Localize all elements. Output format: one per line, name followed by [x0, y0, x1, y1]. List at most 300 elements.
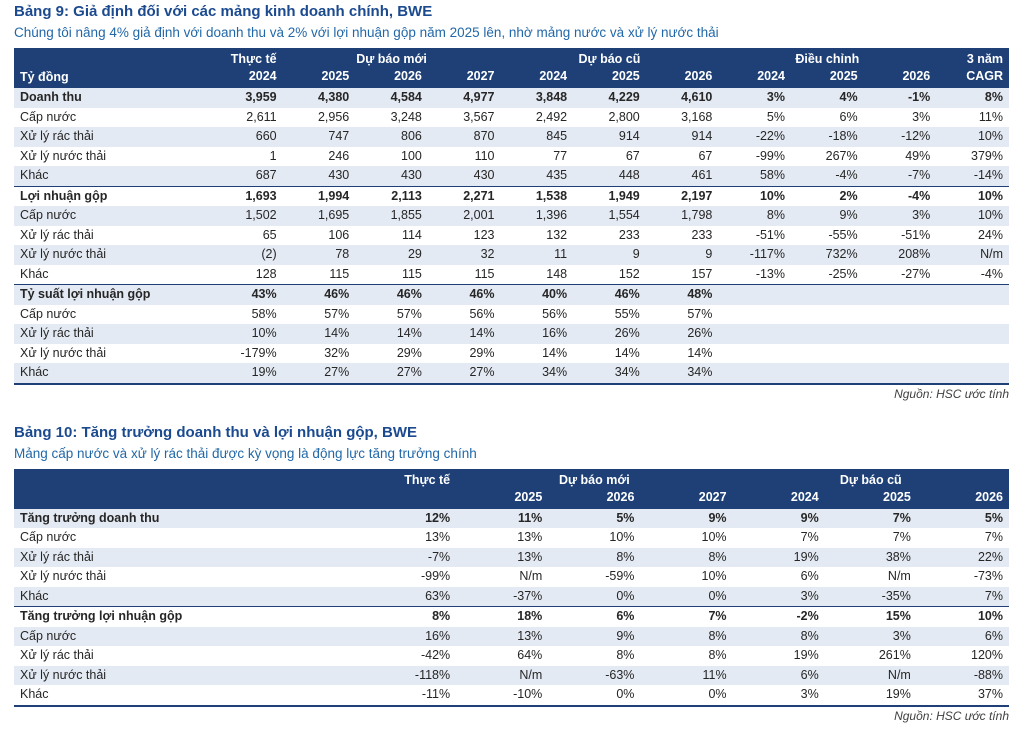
cell-value: 55%	[614, 306, 640, 321]
cell-value: 1,994	[283, 186, 356, 206]
header-group: Dự báo cũ	[733, 469, 1009, 489]
cell-value: 435	[546, 168, 568, 182]
cell-value	[791, 305, 864, 325]
cell-value: 13%	[517, 530, 543, 544]
table9-subtitle: Chúng tôi nâng 4% giả định với doanh thu và 2% với lợi nhuận gộp năm 2025 lên, nhờ mảng nước và xử lý nước thải	[14, 25, 719, 40]
cell-value: -13%	[755, 266, 785, 281]
header-year: 2025	[791, 68, 864, 88]
cell-value: 9%	[800, 510, 819, 525]
cell-value: -51%	[901, 227, 931, 242]
cell-value: 7%	[984, 588, 1003, 603]
cell-value: 2%	[791, 186, 864, 206]
cell-value: 77	[553, 148, 568, 163]
cell-value: 806	[401, 129, 422, 143]
cell-value: N/m	[887, 569, 911, 583]
cell-value	[936, 324, 1009, 344]
cell-value: 22%	[977, 549, 1003, 564]
cell-value: 9%	[616, 628, 635, 643]
table-row	[14, 548, 1009, 568]
cell-value: 845	[546, 129, 568, 143]
table-row	[14, 607, 1009, 627]
row-label: Xử lý nước thải	[20, 247, 107, 261]
cell-value: 2,197	[646, 186, 719, 206]
cell-value: 46%	[428, 285, 501, 305]
cell-value: 3,848	[535, 90, 568, 104]
table-row	[14, 685, 1009, 706]
cell-value: 914	[618, 129, 640, 143]
table-row	[14, 646, 1009, 666]
cell-value: 4%	[839, 90, 858, 104]
row-label: Cấp nước	[20, 306, 77, 321]
header-year: 2026	[917, 489, 1009, 509]
cell-value: 747	[328, 129, 350, 143]
header-year: 2027	[640, 489, 732, 509]
cell-value: 1,949	[573, 186, 646, 206]
cell-value: 32%	[324, 345, 350, 360]
table-row	[14, 627, 1009, 647]
cell-value: 120%	[971, 648, 1003, 662]
cell-value: 10%	[718, 186, 791, 206]
header-year: 2025	[456, 489, 548, 509]
header-group: Dự báo cũ	[501, 48, 719, 68]
table10-body	[14, 509, 1009, 706]
table10-title: Bảng 10: Tăng trưởng doanh thu và lợi nhuận gộp, BWE	[14, 423, 418, 441]
cell-value: 430	[328, 168, 350, 182]
cell-value	[718, 324, 791, 344]
row-label: Tăng trưởng lợi nhuận gộp	[14, 607, 364, 627]
cell-value: 15%	[825, 607, 917, 627]
row-label: Cấp nước	[20, 530, 77, 544]
header-group-row	[14, 48, 1009, 68]
cell-value: 27%	[324, 365, 350, 379]
cell-value: 14%	[324, 326, 350, 340]
cell-value: 9	[632, 247, 640, 261]
cell-value: 7%	[892, 530, 911, 544]
cell-value: 64%	[517, 648, 543, 662]
cell-value: 110	[474, 148, 495, 163]
table-row	[14, 147, 1009, 167]
cell-value	[864, 324, 937, 344]
cell-value: 8%	[708, 628, 727, 643]
cell-value: -55%	[828, 227, 858, 242]
cell-value: 11%	[702, 667, 727, 682]
cell-value: 8%	[708, 549, 727, 564]
cell-value	[936, 305, 1009, 325]
cell-value: 660	[255, 129, 277, 143]
table9-title: Bảng 9: Giả định đối với các mảng kinh doanh chính, BWE	[14, 3, 433, 20]
cell-value: 10%	[609, 530, 635, 544]
cell-value: 1,554	[608, 208, 640, 222]
cell-value: 27%	[469, 365, 495, 379]
cell-value	[936, 285, 1009, 305]
table-row	[14, 285, 1009, 305]
growth-table	[14, 469, 1009, 707]
table-row	[14, 509, 1009, 529]
cell-value	[791, 344, 864, 364]
cell-value: 10%	[701, 569, 727, 583]
cell-value: 10%	[701, 530, 727, 544]
header-year: 2025	[573, 68, 646, 88]
cell-value: -4%	[980, 266, 1003, 281]
cell-value: 46%	[283, 285, 356, 305]
cell-value: 10%	[977, 129, 1003, 143]
cell-value: 8%	[766, 208, 785, 222]
cell-value: 1	[269, 148, 277, 163]
cell-value: 9	[705, 247, 713, 261]
cell-value: 67	[625, 148, 640, 163]
cell-value: 5%	[984, 510, 1003, 525]
cell-value: -63%	[605, 667, 635, 682]
cell-value: 8%	[364, 607, 456, 627]
row-label: Xử lý nước thải	[20, 148, 107, 163]
cell-value: -10%	[513, 687, 543, 701]
cell-value: 16%	[425, 628, 451, 643]
cell-value: 49%	[905, 148, 931, 163]
cell-value: 687	[255, 168, 277, 182]
header-year: CAGR	[936, 68, 1009, 88]
cell-value	[718, 363, 791, 384]
cell-value: 67	[698, 148, 713, 163]
cell-value: -88%	[973, 667, 1003, 682]
cell-value	[864, 363, 937, 384]
table10-section	[14, 424, 1009, 724]
cell-value: 13%	[425, 530, 451, 544]
cell-value: 114	[401, 227, 422, 242]
header-group: Điều chỉnh	[718, 48, 936, 68]
cell-value: 0%	[708, 588, 727, 603]
header-year: 2026	[646, 68, 719, 88]
row-label: Xử lý rác thải	[20, 129, 94, 143]
cell-value: 2,492	[535, 109, 568, 124]
cell-value	[718, 285, 791, 305]
table-row	[14, 528, 1009, 548]
row-label: Xử lý rác thải	[20, 326, 94, 340]
cell-value: -59%	[605, 569, 635, 583]
cell-value: 34%	[614, 365, 640, 379]
row-label: Lợi nhuận gộp	[14, 186, 210, 206]
cell-value: 2,271	[428, 186, 501, 206]
header-group: Dự báo mới	[283, 48, 501, 68]
cell-value: 14%	[542, 345, 568, 360]
header-group: Dự báo mới	[456, 469, 732, 489]
cell-value: -37%	[513, 588, 543, 603]
row-label: Khác	[20, 687, 49, 701]
row-label: Xử lý nước thải	[20, 667, 107, 682]
cell-value: 1,693	[210, 186, 283, 206]
header-year: 2024	[210, 68, 283, 88]
table9-source-note: Nguồn: HSC ước tính	[894, 386, 1009, 401]
cell-value: -51%	[755, 227, 785, 242]
cell-value: 0%	[616, 687, 635, 701]
cell-value: -179%	[240, 345, 277, 360]
cell-value: 4,380	[317, 90, 350, 104]
cell-value	[791, 324, 864, 344]
cell-value: N/m	[887, 667, 911, 682]
cell-value: 128	[255, 266, 277, 281]
cell-value: 914	[691, 129, 713, 143]
cell-value: 3,959	[245, 90, 277, 104]
cell-value: 448	[618, 168, 640, 182]
cell-value: 32	[480, 247, 495, 261]
cell-value: -73%	[973, 569, 1003, 583]
cell-value: 2,800	[608, 109, 640, 124]
cell-value: 43%	[210, 285, 283, 305]
cell-value: 27%	[396, 365, 422, 379]
cell-value: 2,113	[355, 186, 428, 206]
cell-value: 14%	[687, 345, 713, 360]
cell-value: 29%	[396, 345, 422, 360]
cell-value: 8%	[800, 628, 819, 643]
cell-value: 7%	[800, 530, 819, 544]
cell-value: 57%	[324, 306, 350, 321]
cell-value: 379%	[971, 148, 1003, 163]
table10-source-note: Nguồn: HSC ước tính	[894, 708, 1009, 723]
header-year: 2024	[501, 68, 574, 88]
cell-value: 57%	[687, 306, 713, 321]
table-row	[14, 363, 1009, 384]
cell-value: 10%	[936, 186, 1009, 206]
header-year: 2024	[733, 489, 825, 509]
row-label: Xử lý nước thải	[20, 345, 107, 360]
table-row	[14, 206, 1009, 226]
cell-value: 9%	[839, 208, 858, 222]
row-label: Tăng trưởng doanh thu	[20, 510, 160, 525]
cell-value: -27%	[901, 266, 931, 281]
cell-value: 24%	[977, 227, 1003, 242]
cell-value: 208%	[898, 247, 931, 261]
cell-value: 115	[329, 266, 350, 281]
cell-value: 11%	[517, 510, 543, 525]
row-label: Xử lý nước thải	[20, 569, 107, 583]
row-label: Xử lý rác thải	[20, 549, 94, 564]
cell-value: 1,855	[390, 208, 422, 222]
cell-value: 11%	[978, 109, 1003, 124]
row-label: Xử lý rác thải	[20, 648, 94, 662]
header-year	[364, 489, 456, 509]
cell-value: N/m	[519, 667, 543, 682]
cell-value: 4,610	[681, 90, 713, 104]
cell-value: 12%	[425, 510, 451, 525]
cell-value: 7%	[984, 530, 1003, 544]
cell-value: -7%	[427, 549, 451, 564]
cell-value: 9%	[708, 510, 727, 525]
cell-value: -2%	[733, 607, 825, 627]
cell-value: 13%	[517, 549, 543, 564]
cell-value: 46%	[573, 285, 646, 305]
table-row	[14, 108, 1009, 128]
cell-value: 19%	[793, 648, 819, 662]
cell-value: 26%	[614, 326, 640, 340]
cell-value: -42%	[420, 648, 451, 662]
cell-value: -99%	[420, 569, 451, 583]
cell-value: -99%	[755, 148, 785, 163]
header-year: 2025	[825, 489, 917, 509]
cell-value: N/m	[519, 569, 543, 583]
cell-value: 6%	[839, 109, 858, 124]
cell-value: 46%	[355, 285, 428, 305]
row-label: Cấp nước	[20, 109, 77, 124]
cell-value: 14%	[396, 326, 422, 340]
cell-value: 8%	[616, 648, 635, 662]
cell-value: 10%	[977, 208, 1003, 222]
table-row	[14, 88, 1009, 108]
row-label: Khác	[20, 168, 49, 182]
cell-value: 78	[335, 247, 350, 261]
cell-value: 7%	[892, 510, 911, 525]
cell-value: 1,502	[245, 208, 277, 222]
cell-value: 56%	[542, 306, 568, 321]
cell-value: 19%	[793, 549, 819, 564]
cell-value: 1,396	[535, 208, 568, 222]
cell-value: 246	[328, 148, 350, 163]
header-year: 2026	[548, 489, 640, 509]
cell-value: 152	[618, 266, 640, 281]
table-row	[14, 587, 1009, 607]
row-label: Khác	[20, 588, 49, 603]
cell-value	[791, 285, 864, 305]
cell-value: 6%	[800, 569, 819, 583]
cell-value: 13%	[517, 628, 543, 643]
cell-value: 40%	[501, 285, 574, 305]
cell-value: 6%	[800, 667, 819, 682]
cell-value: 57%	[396, 306, 422, 321]
row-label: Xử lý rác thải	[20, 227, 94, 242]
cell-value: 106	[328, 227, 350, 242]
cell-value: 2,956	[317, 109, 350, 124]
cell-value: 8%	[616, 549, 635, 564]
cell-value: -4%	[864, 186, 937, 206]
cell-value: -117%	[749, 247, 785, 261]
cell-value: 3%	[892, 628, 911, 643]
table-row	[14, 127, 1009, 147]
row-label: Cấp nước	[20, 628, 77, 643]
table-row	[14, 265, 1009, 285]
cell-value: 63%	[425, 588, 451, 603]
cell-value: 56%	[469, 306, 495, 321]
cell-value: 100	[401, 148, 422, 163]
cell-value: 3,248	[390, 109, 422, 124]
unit-label: Tỷ đồng	[14, 48, 210, 88]
cell-value: 11	[554, 247, 568, 261]
header-year: 2025	[283, 68, 356, 88]
cell-value: 3%	[800, 588, 819, 603]
cell-value: 3%	[800, 687, 819, 701]
cell-value: 0%	[708, 687, 727, 701]
cell-value: 115	[474, 266, 495, 281]
table9-body	[14, 88, 1009, 384]
row-label: Doanh thu	[20, 90, 82, 104]
cell-value: 4,584	[390, 90, 422, 104]
cell-value: 0%	[616, 588, 635, 603]
row-label: Cấp nước	[20, 208, 77, 222]
cell-value: 29	[407, 247, 422, 261]
cell-value: 14%	[469, 326, 495, 340]
cell-value: 2,611	[246, 109, 277, 124]
cell-value: -18%	[828, 129, 858, 143]
header-group-row	[14, 469, 1009, 489]
cell-value: -14%	[973, 168, 1003, 182]
cell-value: 1,695	[317, 208, 350, 222]
cell-value: 3,567	[463, 109, 495, 124]
cell-value: 3%	[766, 90, 785, 104]
cell-value: 10%	[917, 607, 1009, 627]
header-year: 2027	[428, 68, 501, 88]
cell-value: 267%	[825, 148, 858, 163]
cell-value	[864, 305, 937, 325]
cell-value: -12%	[901, 129, 931, 143]
table-row	[14, 324, 1009, 344]
cell-value: 3%	[912, 208, 931, 222]
cell-value: -1%	[908, 90, 931, 104]
cell-value: 3%	[912, 109, 931, 124]
table-row	[14, 305, 1009, 325]
cell-value	[936, 344, 1009, 364]
cell-value: 1,538	[501, 186, 574, 206]
cell-value: 8%	[984, 90, 1003, 104]
cell-value: 14%	[614, 345, 640, 360]
cell-value: 7%	[640, 607, 732, 627]
cell-value: 10%	[251, 326, 277, 340]
cell-value: 430	[473, 168, 495, 182]
cell-value: 6%	[548, 607, 640, 627]
cell-value: -7%	[908, 168, 931, 182]
table-row	[14, 245, 1009, 265]
header-group: Thực tế	[210, 48, 283, 68]
cell-value: 19%	[251, 365, 277, 379]
row-label: Tỷ suất lợi nhuận gộp	[14, 285, 210, 305]
cell-value: 115	[401, 266, 422, 281]
cell-value: 26%	[687, 326, 713, 340]
cell-value: 8%	[708, 648, 727, 662]
cell-value: 34%	[687, 365, 713, 379]
cell-value: 123	[473, 227, 495, 242]
cell-value: 2,001	[463, 208, 495, 222]
table-row	[14, 226, 1009, 246]
cell-value: 430	[401, 168, 422, 182]
cell-value: -22%	[755, 129, 785, 143]
table9-section	[14, 3, 1009, 402]
table-row	[14, 166, 1009, 186]
cell-value: -35%	[881, 588, 911, 603]
cell-value: -25%	[828, 266, 858, 281]
cell-value	[936, 363, 1009, 384]
header-group: 3 năm	[936, 48, 1009, 68]
cell-value: -118%	[414, 667, 451, 682]
header-group: Thực tế	[364, 469, 456, 489]
cell-value: 261%	[878, 648, 911, 662]
cell-value	[864, 285, 937, 305]
cell-value: 148	[546, 266, 568, 281]
cell-value: 48%	[646, 285, 719, 305]
cell-value: 65	[262, 227, 277, 242]
cell-value: 6%	[984, 628, 1003, 643]
table-row	[14, 666, 1009, 686]
cell-value: 157	[691, 266, 713, 281]
cell-value: 37%	[977, 687, 1003, 701]
header-year: 2026	[864, 68, 937, 88]
table-row	[14, 186, 1009, 206]
header-year: 2026	[355, 68, 428, 88]
cell-value: N/m	[980, 247, 1003, 261]
cell-value: 732%	[825, 247, 858, 261]
cell-value	[864, 344, 937, 364]
unit-label	[14, 469, 364, 509]
row-label: Khác	[20, 266, 49, 281]
cell-value: -4%	[835, 168, 858, 182]
cell-value: 870	[473, 129, 495, 143]
cell-value	[791, 363, 864, 384]
cell-value	[718, 344, 791, 364]
